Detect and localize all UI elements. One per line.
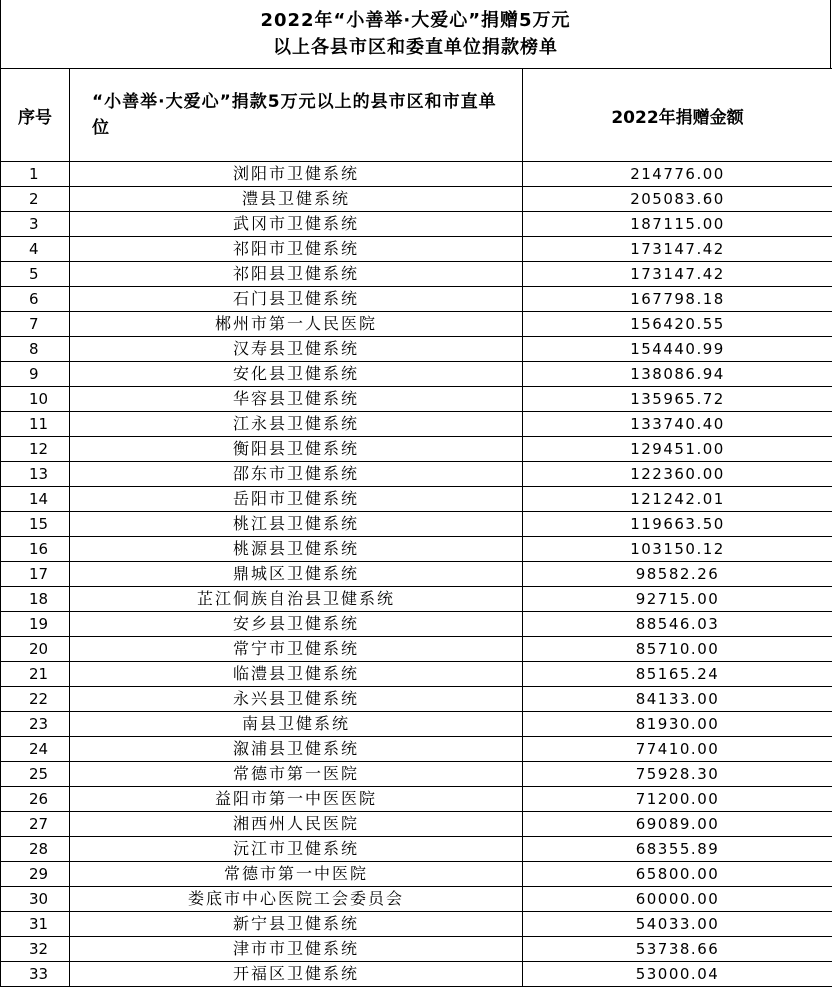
table-row <box>1 612 832 637</box>
table-row <box>1 712 832 737</box>
row-amount: 103150.12 <box>523 537 832 562</box>
row-seq: 11 <box>1 412 70 437</box>
title-line-1: 2022年“小善举·大爱心”捐赠5万元 <box>260 10 571 31</box>
header-unit: “小善举·大爱心”捐款5万元以上的县市区和市直单位 <box>70 69 523 162</box>
table-row <box>1 937 832 962</box>
donation-table <box>0 68 832 987</box>
header-seq: 序号 <box>1 69 70 162</box>
row-amount: 85165.24 <box>523 662 832 687</box>
row-amount: 187115.00 <box>523 212 832 237</box>
table-header-row <box>1 69 832 162</box>
row-unit: 常德市第一医院 <box>70 762 523 787</box>
row-seq: 19 <box>1 612 70 637</box>
table-row <box>1 962 832 987</box>
row-seq: 18 <box>1 587 70 612</box>
row-unit: 南县卫健系统 <box>70 712 523 737</box>
row-unit: 益阳市第一中医医院 <box>70 787 523 812</box>
row-seq: 21 <box>1 662 70 687</box>
row-amount: 92715.00 <box>523 587 832 612</box>
row-amount: 75928.30 <box>523 762 832 787</box>
row-seq: 15 <box>1 512 70 537</box>
row-amount: 65800.00 <box>523 862 832 887</box>
row-seq: 31 <box>1 912 70 937</box>
row-amount: 129451.00 <box>523 437 832 462</box>
row-amount: 205083.60 <box>523 187 832 212</box>
row-amount: 214776.00 <box>523 162 832 187</box>
table-row <box>1 312 832 337</box>
row-unit: 安化县卫健系统 <box>70 362 523 387</box>
row-unit: 桃江县卫健系统 <box>70 512 523 537</box>
table-row <box>1 562 832 587</box>
table-row <box>1 587 832 612</box>
table-row <box>1 387 832 412</box>
row-amount: 154440.99 <box>523 337 832 362</box>
table-row <box>1 662 832 687</box>
row-unit: 岳阳市卫健系统 <box>70 487 523 512</box>
table-row <box>1 487 832 512</box>
header-amount: 2022年捐赠金额 <box>523 69 832 162</box>
row-unit: 娄底市中心医院工会委员会 <box>70 887 523 912</box>
row-unit: 溆浦县卫健系统 <box>70 737 523 762</box>
table-row <box>1 262 832 287</box>
row-seq: 2 <box>1 187 70 212</box>
table-row <box>1 412 832 437</box>
row-unit: 祁阳县卫健系统 <box>70 262 523 287</box>
row-seq: 13 <box>1 462 70 487</box>
table-row <box>1 362 832 387</box>
row-seq: 1 <box>1 162 70 187</box>
table-row <box>1 187 832 212</box>
table-body <box>1 162 832 987</box>
table-row <box>1 462 832 487</box>
table-row <box>1 212 832 237</box>
table-row <box>1 887 832 912</box>
table-row <box>1 637 832 662</box>
row-seq: 23 <box>1 712 70 737</box>
table-row <box>1 287 832 312</box>
table-row <box>1 337 832 362</box>
table-row <box>1 237 832 262</box>
row-unit: 武冈市卫健系统 <box>70 212 523 237</box>
table-row <box>1 737 832 762</box>
table-row <box>1 837 832 862</box>
row-unit: 芷江侗族自治县卫健系统 <box>70 587 523 612</box>
row-unit: 邵东市卫健系统 <box>70 462 523 487</box>
row-unit: 石门县卫健系统 <box>70 287 523 312</box>
table-row <box>1 437 832 462</box>
row-seq: 14 <box>1 487 70 512</box>
row-amount: 122360.00 <box>523 462 832 487</box>
row-seq: 6 <box>1 287 70 312</box>
row-unit: 鼎城区卫健系统 <box>70 562 523 587</box>
table-row <box>1 762 832 787</box>
row-amount: 156420.55 <box>523 312 832 337</box>
row-amount: 77410.00 <box>523 737 832 762</box>
document-title <box>0 0 831 68</box>
row-amount: 167798.18 <box>523 287 832 312</box>
table-row <box>1 812 832 837</box>
row-seq: 32 <box>1 937 70 962</box>
row-unit: 津市市卫健系统 <box>70 937 523 962</box>
table-row <box>1 512 832 537</box>
table-row <box>1 912 832 937</box>
row-amount: 85710.00 <box>523 637 832 662</box>
table-row <box>1 687 832 712</box>
row-seq: 12 <box>1 437 70 462</box>
row-unit: 郴州市第一人民医院 <box>70 312 523 337</box>
row-seq: 16 <box>1 537 70 562</box>
row-seq: 30 <box>1 887 70 912</box>
row-seq: 28 <box>1 837 70 862</box>
row-unit: 安乡县卫健系统 <box>70 612 523 637</box>
row-seq: 8 <box>1 337 70 362</box>
row-unit: 临澧县卫健系统 <box>70 662 523 687</box>
row-seq: 22 <box>1 687 70 712</box>
row-seq: 17 <box>1 562 70 587</box>
table-row <box>1 862 832 887</box>
row-amount: 173147.42 <box>523 262 832 287</box>
table-row <box>1 162 832 187</box>
table-row <box>1 537 832 562</box>
row-amount: 81930.00 <box>523 712 832 737</box>
row-seq: 29 <box>1 862 70 887</box>
row-amount: 173147.42 <box>523 237 832 262</box>
row-seq: 20 <box>1 637 70 662</box>
row-amount: 88546.03 <box>523 612 832 637</box>
row-amount: 135965.72 <box>523 387 832 412</box>
row-unit: 江永县卫健系统 <box>70 412 523 437</box>
row-unit: 开福区卫健系统 <box>70 962 523 987</box>
row-seq: 7 <box>1 312 70 337</box>
row-unit: 衡阳县卫健系统 <box>70 437 523 462</box>
row-unit: 浏阳市卫健系统 <box>70 162 523 187</box>
row-amount: 53000.04 <box>523 962 832 987</box>
table-row <box>1 787 832 812</box>
row-amount: 138086.94 <box>523 362 832 387</box>
row-seq: 4 <box>1 237 70 262</box>
row-seq: 9 <box>1 362 70 387</box>
row-unit: 澧县卫健系统 <box>70 187 523 212</box>
row-unit: 常德市第一中医院 <box>70 862 523 887</box>
row-seq: 25 <box>1 762 70 787</box>
row-amount: 119663.50 <box>523 512 832 537</box>
row-seq: 10 <box>1 387 70 412</box>
row-amount: 133740.40 <box>523 412 832 437</box>
row-unit: 永兴县卫健系统 <box>70 687 523 712</box>
row-unit: 常宁市卫健系统 <box>70 637 523 662</box>
row-amount: 53738.66 <box>523 937 832 962</box>
title-line-2: 以上各县市区和委直单位捐款榜单 <box>273 37 558 58</box>
row-amount: 84133.00 <box>523 687 832 712</box>
row-seq: 3 <box>1 212 70 237</box>
row-unit: 桃源县卫健系统 <box>70 537 523 562</box>
row-seq: 24 <box>1 737 70 762</box>
row-unit: 新宁县卫健系统 <box>70 912 523 937</box>
row-amount: 69089.00 <box>523 812 832 837</box>
row-amount: 121242.01 <box>523 487 832 512</box>
row-amount: 71200.00 <box>523 787 832 812</box>
row-amount: 68355.89 <box>523 837 832 862</box>
row-seq: 33 <box>1 962 70 987</box>
row-unit: 沅江市卫健系统 <box>70 837 523 862</box>
row-amount: 60000.00 <box>523 887 832 912</box>
row-unit: 祁阳市卫健系统 <box>70 237 523 262</box>
row-seq: 27 <box>1 812 70 837</box>
row-seq: 5 <box>1 262 70 287</box>
row-amount: 54033.00 <box>523 912 832 937</box>
row-seq: 26 <box>1 787 70 812</box>
row-unit: 华容县卫健系统 <box>70 387 523 412</box>
row-amount: 98582.26 <box>523 562 832 587</box>
row-unit: 湘西州人民医院 <box>70 812 523 837</box>
row-unit: 汉寿县卫健系统 <box>70 337 523 362</box>
